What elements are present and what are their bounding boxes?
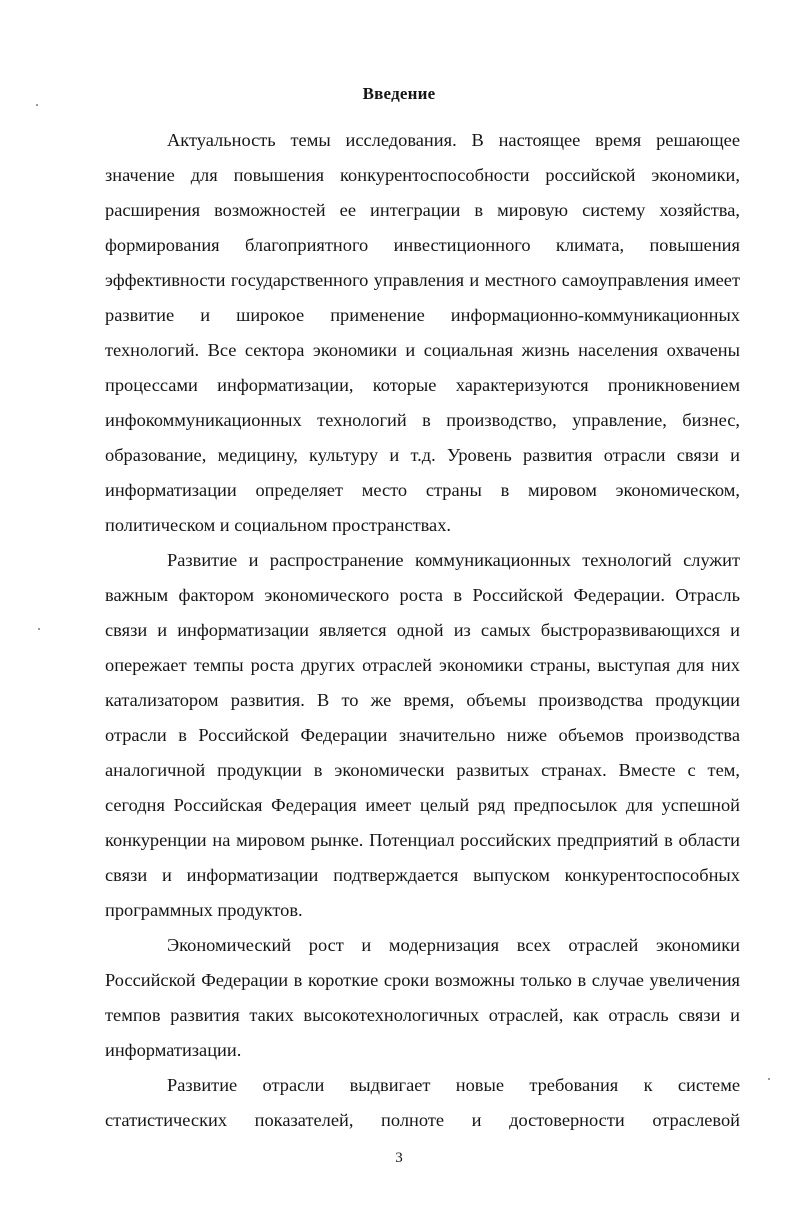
page-number: 3 <box>395 1150 403 1166</box>
paragraph-economic-growth: Экономический рост и модернизация всех отраслей экономики Российской Федерации в короткие сроки возможны только в случае увеличения темпов развития таких высокотехнологичных отраслей, как отрасль связи и информатизации. <box>105 935 740 1060</box>
scan-speck <box>38 628 40 630</box>
body-text <box>105 123 740 1138</box>
paragraph-communication-technologies: Развитие и распространение коммуникационных технологий служит важным фактором экономического роста в Российской Федерации. Отрасль связи и информатизации является одной из самых быстроразвивающихся и опережает темпы роста других отраслей экономики страны, выступая для них катализатором развития. В то же время, объемы производства продукции отрасли в Российской Федерации значительно ниже объемов производства аналогичной продукции в экономически развитых странах. Вместе с тем, сегодня Российская Федерация имеет целый ряд предпосылок для успешной конкуренции на мировом рынке. Потенциал российских предприятий в области связи и информатизации подтверждается выпуском конкурентоспособных программных продуктов. <box>105 550 740 920</box>
scan-speck <box>36 104 38 106</box>
paragraph-relevance: Актуальность темы исследования. В настоящее время решающее значение для повышения конкурентоспособности российской экономики, расширения возможностей ее интеграции в мировую систему хозяйства, формирования благоприятного инвестиционного климата, повышения эффективности государственного управления и местного самоуправления имеет развитие и широкое применение информационно-коммуникационных технологий. Все сектора экономики и социальная жизнь населения охвачены процессами информатизации, которые характеризуются проникновением инфокоммуникационных технологий в производство, управление, бизнес, образование, медицину, культуру и т.д. Уровень развития отрасли связи и информатизации определяет место страны в мировом экономическом, политическом и социальном пространствах. <box>105 130 740 535</box>
paragraph-statistics-requirements: Развитие отрасли выдвигает новые требования к системе статистических показателей, полноте и достоверности отраслевой <box>105 1075 740 1130</box>
section-title: Введение <box>362 84 436 103</box>
scan-speck <box>768 1078 770 1080</box>
